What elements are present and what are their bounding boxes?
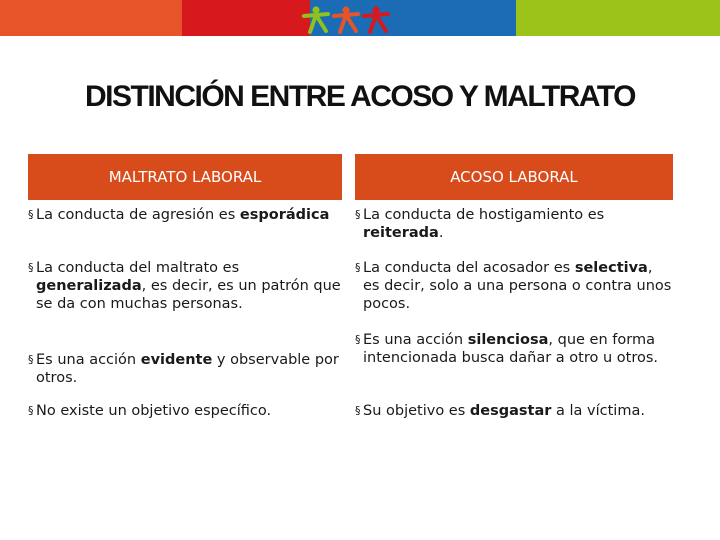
- figure-red: [364, 6, 388, 32]
- item-text: , es decir, solo a una persona o contra unos pocos.: [363, 260, 672, 312]
- acoso-header: ACOSO LABORAL: [355, 154, 673, 200]
- item-emphasis: esporádica: [239, 207, 330, 223]
- bullet-icon: §: [355, 261, 361, 274]
- acoso-list: [355, 200, 673, 440]
- item-text: La conducta de hostigamiento es: [363, 207, 605, 223]
- slide-title: DISTINCIÓN ENTRE ACOSO Y MALTRATO: [85, 80, 635, 113]
- bar-segment-green: [516, 0, 720, 36]
- item-text: Su objetivo es: [363, 403, 470, 419]
- item-text: , que en forma intencionada busca dañar a otro u otros.: [363, 332, 659, 366]
- list-item: [28, 351, 342, 387]
- item-emphasis: desgastar: [469, 403, 552, 419]
- bullet-icon: §: [28, 353, 34, 366]
- item-emphasis: selectiva: [574, 260, 648, 276]
- bullet-icon: §: [28, 208, 34, 221]
- item-text: a la víctima.: [551, 403, 645, 419]
- item-text: Es una acción: [36, 352, 141, 368]
- maltrato-header: MALTRATO LABORAL: [28, 154, 342, 200]
- list-item: [355, 259, 673, 313]
- list-item: [355, 331, 673, 367]
- people-logo-icon: [300, 2, 424, 34]
- item-emphasis: silenciosa: [467, 332, 549, 348]
- maltrato-column: [28, 154, 342, 440]
- item-emphasis: reiterada: [363, 225, 439, 241]
- bullet-icon: §: [355, 208, 361, 221]
- item-text: .: [438, 225, 444, 241]
- item-emphasis: evidente: [140, 352, 213, 368]
- list-item: [28, 206, 342, 224]
- list-item: [28, 259, 342, 313]
- bullet-icon: §: [355, 333, 361, 346]
- item-text: , es decir, es un patrón que se da con muchas personas.: [36, 278, 341, 312]
- bullet-icon: §: [28, 404, 34, 417]
- item-text: La conducta del maltrato es: [36, 260, 240, 276]
- bar-segment-red: [182, 0, 310, 36]
- item-text: No existe un objetivo específico.: [36, 403, 272, 419]
- list-item: [355, 206, 673, 242]
- item-emphasis: generalizada: [36, 278, 142, 294]
- list-item: [355, 402, 673, 420]
- acoso-column: [355, 154, 673, 440]
- item-text: La conducta del acosador es: [363, 260, 575, 276]
- maltrato-list: [28, 200, 342, 440]
- figure-orange: [334, 6, 358, 32]
- list-item: [28, 402, 342, 420]
- item-text: y observable por otros.: [36, 352, 339, 386]
- item-text: Es una acción: [363, 332, 468, 348]
- bullet-icon: §: [355, 404, 361, 417]
- bar-segment-orange: [0, 0, 182, 36]
- figure-blue: [394, 6, 418, 32]
- item-text: La conducta de agresión es: [36, 207, 240, 223]
- figure-green: [304, 6, 328, 32]
- bullet-icon: §: [28, 261, 34, 274]
